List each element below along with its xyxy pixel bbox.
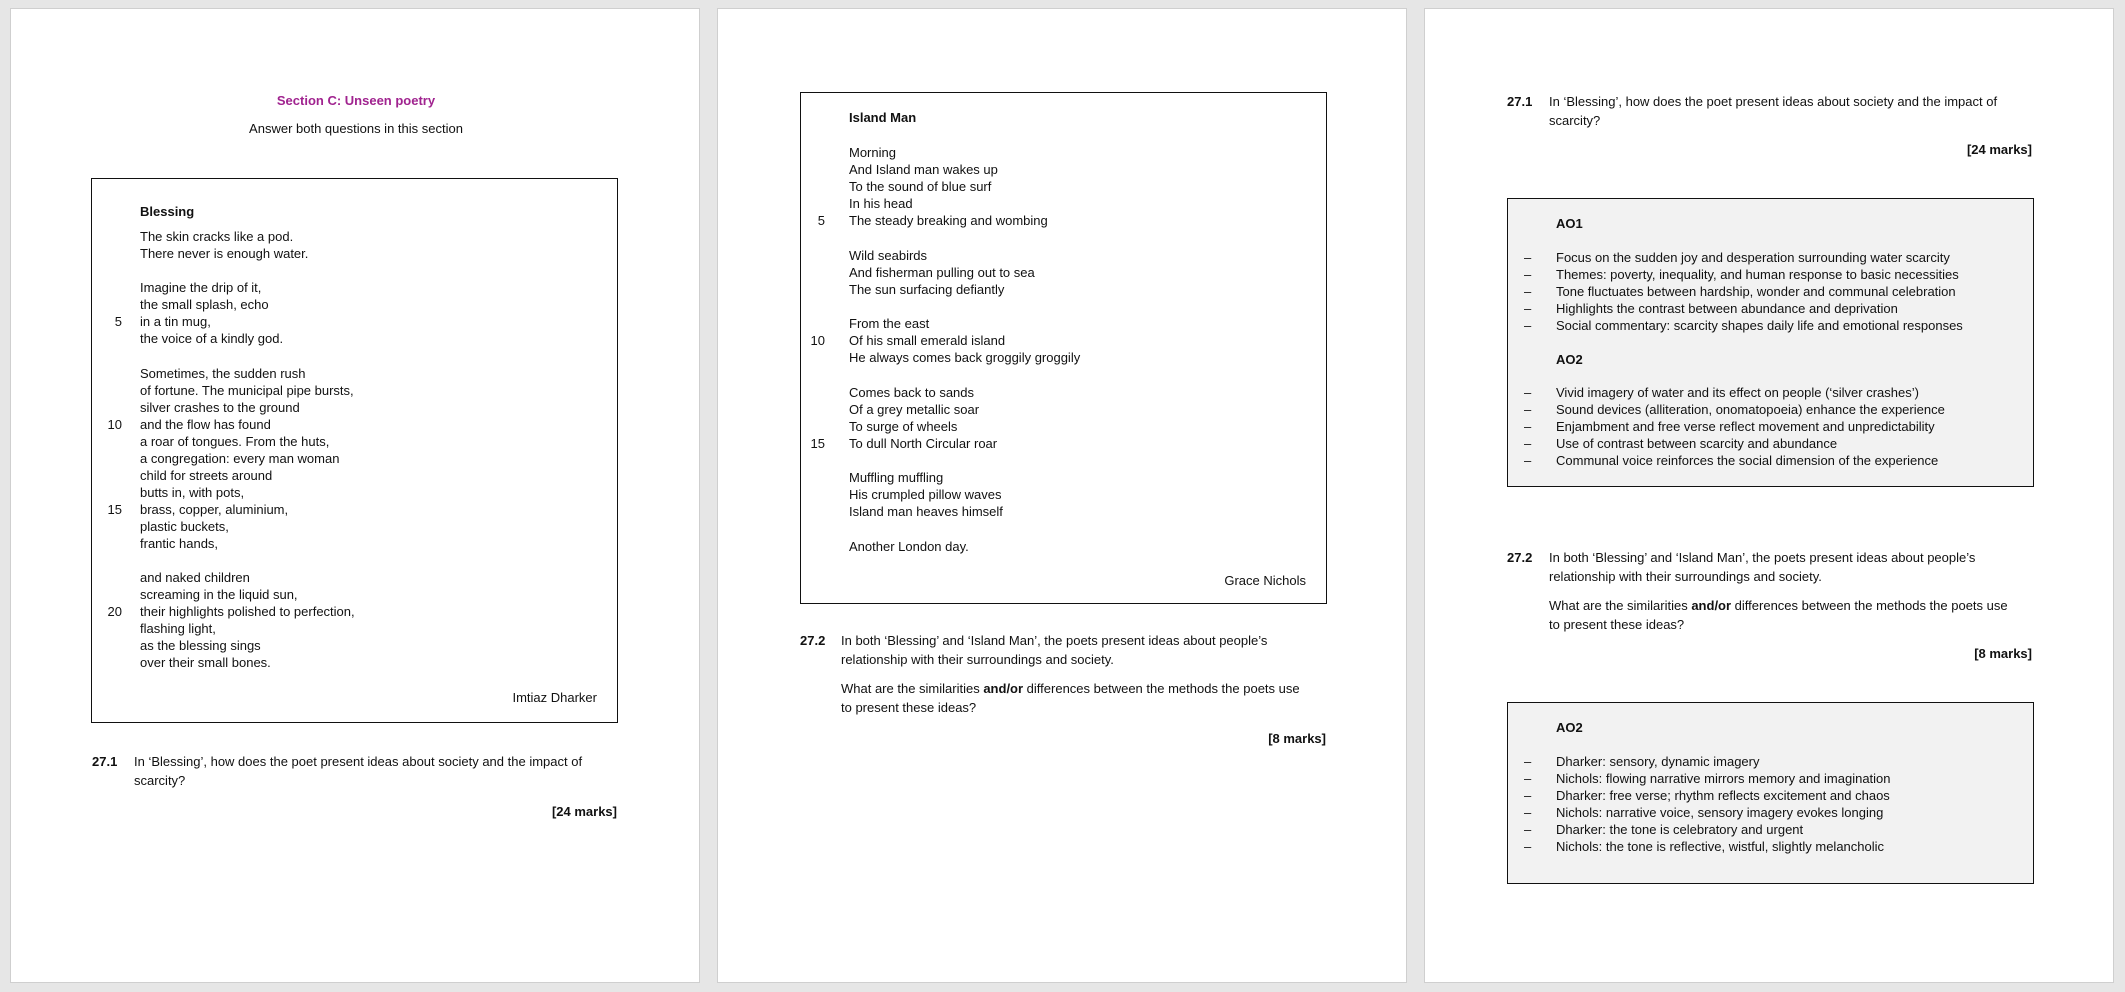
marks-label: [24 marks] <box>551 804 617 819</box>
ao-item: Social commentary: scarcity shapes daily life and emotional responses <box>1556 318 1963 333</box>
question-text <box>841 631 1300 717</box>
question-line: In ‘Blessing’, how does the poet present ideas about society and the impact of <box>134 754 583 769</box>
marks-label: [8 marks] <box>1268 731 1326 746</box>
poem-line: To dull North Circular roar <box>849 436 998 451</box>
ao-heading: AO1 <box>1556 216 1583 231</box>
question-line: to present these ideas? <box>1549 617 1685 632</box>
dash-bullet: – <box>1524 754 1532 769</box>
poem-line: the small splash, echo <box>140 297 269 312</box>
question-line: In both ‘Blessing’ and ‘Island Man’, the poets present ideas about people’s <box>1549 550 1976 565</box>
ao-item: Communal voice reinforces the social dimension of the experience <box>1556 453 1939 468</box>
poem-line: Muffling muffling <box>849 470 944 485</box>
document-page-3 <box>1424 8 2114 983</box>
question-text <box>1549 92 1997 130</box>
dash-bullet: – <box>1524 436 1532 451</box>
ao-item: Tone fluctuates between hardship, wonder and communal celebration <box>1556 284 1956 299</box>
poem-line: frantic hands, <box>140 536 219 551</box>
ao-heading: AO2 <box>1556 352 1583 367</box>
poem-line: of fortune. The municipal pipe bursts, <box>140 383 354 398</box>
poem-line: in a tin mug, <box>140 314 211 329</box>
marks-label: [8 marks] <box>1974 646 2032 661</box>
poem-line: Wild seabirds <box>849 248 928 263</box>
ao-item: Sound devices (alliteration, onomatopoeia) enhance the experience <box>1556 402 1945 417</box>
marks-label: [24 marks] <box>1966 142 2032 157</box>
ao-item: Use of contrast between scarcity and abundance <box>1556 436 1838 451</box>
question-number: 27.1 <box>1507 94 1533 109</box>
poem-line: over their small bones. <box>140 655 271 670</box>
poem-line: And Island man wakes up <box>849 162 998 177</box>
poem-line: Island man heaves himself <box>849 504 1003 519</box>
poem-line: He always comes back groggily groggily <box>849 350 1081 365</box>
poem-line: silver crashes to the ground <box>140 400 300 415</box>
ao-item: Vivid imagery of water and its effect on people (‘silver crashes’) <box>1556 385 1919 400</box>
dash-bullet: – <box>1524 267 1532 282</box>
poem-line: To surge of wheels <box>849 419 958 434</box>
question-number: 27.2 <box>800 633 826 648</box>
poem-line: His crumpled pillow waves <box>849 487 1002 502</box>
ao-heading: AO2 <box>1556 720 1583 735</box>
document-page-2 <box>717 8 1407 983</box>
document-page-1 <box>10 8 700 983</box>
ao-item: Focus on the sudden joy and desperation surrounding water scarcity <box>1556 250 1950 265</box>
poem-line: Sometimes, the sudden rush <box>140 366 306 381</box>
ao-item: Enjambment and free verse reflect movement and unpredictability <box>1556 419 1935 434</box>
ao-item: Themes: poverty, inequality, and human response to basic necessities <box>1556 267 1959 282</box>
poem-line: Of his small emerald island <box>849 333 1006 348</box>
ao-item: Dharker: the tone is celebratory and urgent <box>1556 822 1804 837</box>
poem-line: The steady breaking and wombing <box>849 213 1048 228</box>
poem-line: In his head <box>849 196 913 211</box>
poem-line: brass, copper, aluminium, <box>140 502 289 517</box>
question-line: What are the similarities and/or differences between the methods the poets use <box>1549 598 2008 613</box>
poem-line: To the sound of blue surf <box>849 179 992 194</box>
dash-bullet: – <box>1524 385 1532 400</box>
poet-name: Imtiaz Dharker <box>512 690 597 705</box>
poem-line: butts in, with pots, <box>140 485 245 500</box>
dash-bullet: – <box>1524 318 1532 333</box>
dash-bullet: – <box>1524 788 1532 803</box>
poem-line: the voice of a kindly god. <box>140 331 284 346</box>
poem-line: From the east <box>849 316 930 331</box>
question-text <box>134 752 582 790</box>
dash-bullet: – <box>1524 284 1532 299</box>
line-number: 5 <box>817 213 825 228</box>
line-number: 15 <box>810 436 825 451</box>
dash-bullet: – <box>1524 805 1532 820</box>
question-line: In ‘Blessing’, how does the poet present ideas about society and the impact of <box>1549 94 1998 109</box>
poem-title: Blessing <box>140 204 195 219</box>
question-text <box>1549 548 2008 634</box>
poem-line: Of a grey metallic soar <box>849 402 980 417</box>
assessment-box-1 <box>1507 198 2034 487</box>
line-number: 5 <box>114 314 122 329</box>
poem-line: Imagine the drip of it, <box>140 280 262 295</box>
poem-title: Island Man <box>849 110 917 125</box>
ao-item: Dharker: sensory, dynamic imagery <box>1556 754 1760 769</box>
ao-item: Highlights the contrast between abundance and deprivation <box>1556 301 1898 316</box>
poem-line: The skin cracks like a pod. <box>140 229 294 244</box>
dash-bullet: – <box>1524 301 1532 316</box>
dash-bullet: – <box>1524 419 1532 434</box>
poem-line: There never is enough water. <box>140 246 309 261</box>
line-number: 10 <box>107 417 122 432</box>
dash-bullet: – <box>1524 402 1532 417</box>
line-number: 15 <box>107 502 122 517</box>
section-instruction: Answer both questions in this section <box>249 121 463 136</box>
poem-line: Another London day. <box>849 539 969 554</box>
question-number: 27.1 <box>92 754 118 769</box>
poem-line: flashing light, <box>140 621 216 636</box>
question-line: relationship with their surroundings and society. <box>1549 569 1822 584</box>
section-title: Section C: Unseen poetry <box>276 93 436 108</box>
question-number: 27.2 <box>1507 550 1533 565</box>
question-line: to present these ideas? <box>841 700 977 715</box>
poem-line: and the flow has found <box>140 417 271 432</box>
dash-bullet: – <box>1524 822 1532 837</box>
poem-line: their highlights polished to perfection, <box>140 604 355 619</box>
ao-item: Nichols: narrative voice, sensory imagery evokes longing <box>1556 805 1884 820</box>
line-number: 10 <box>810 333 825 348</box>
question-line: relationship with their surroundings and society. <box>841 652 1114 667</box>
poem-line: and naked children <box>140 570 250 585</box>
line-number: 20 <box>107 604 122 619</box>
ao-item: Nichols: flowing narrative mirrors memory and imagination <box>1556 771 1891 786</box>
ao-item: Dharker: free verse; rhythm reflects excitement and chaos <box>1556 788 1890 803</box>
question-line: scarcity? <box>134 773 186 788</box>
poem-line: plastic buckets, <box>140 519 229 534</box>
poem-line: screaming in the liquid sun, <box>140 587 298 602</box>
poem-line: Morning <box>849 145 896 160</box>
poem-line: a congregation: every man woman <box>140 451 340 466</box>
dash-bullet: – <box>1524 839 1532 854</box>
poem-line: Comes back to sands <box>849 385 975 400</box>
poem-box-blessing <box>91 178 618 723</box>
poem-line: child for streets around <box>140 468 273 483</box>
assessment-box-2 <box>1507 702 2034 884</box>
question-line: In both ‘Blessing’ and ‘Island Man’, the poets present ideas about people’s <box>841 633 1268 648</box>
poem-line: And fisherman pulling out to sea <box>849 265 1035 280</box>
dash-bullet: – <box>1524 453 1532 468</box>
poet-name: Grace Nichols <box>1224 573 1306 588</box>
poem-line: a roar of tongues. From the huts, <box>140 434 330 449</box>
question-line: scarcity? <box>1549 113 1601 128</box>
dash-bullet: – <box>1524 771 1532 786</box>
poem-line: The sun surfacing defiantly <box>849 282 1005 297</box>
poem-line: as the blessing sings <box>140 638 261 653</box>
dash-bullet: – <box>1524 250 1532 265</box>
poem-box-island-man <box>800 92 1327 604</box>
question-line: What are the similarities and/or differences between the methods the poets use <box>841 681 1300 696</box>
ao-item: Nichols: the tone is reflective, wistful, slightly melancholic <box>1556 839 1885 854</box>
